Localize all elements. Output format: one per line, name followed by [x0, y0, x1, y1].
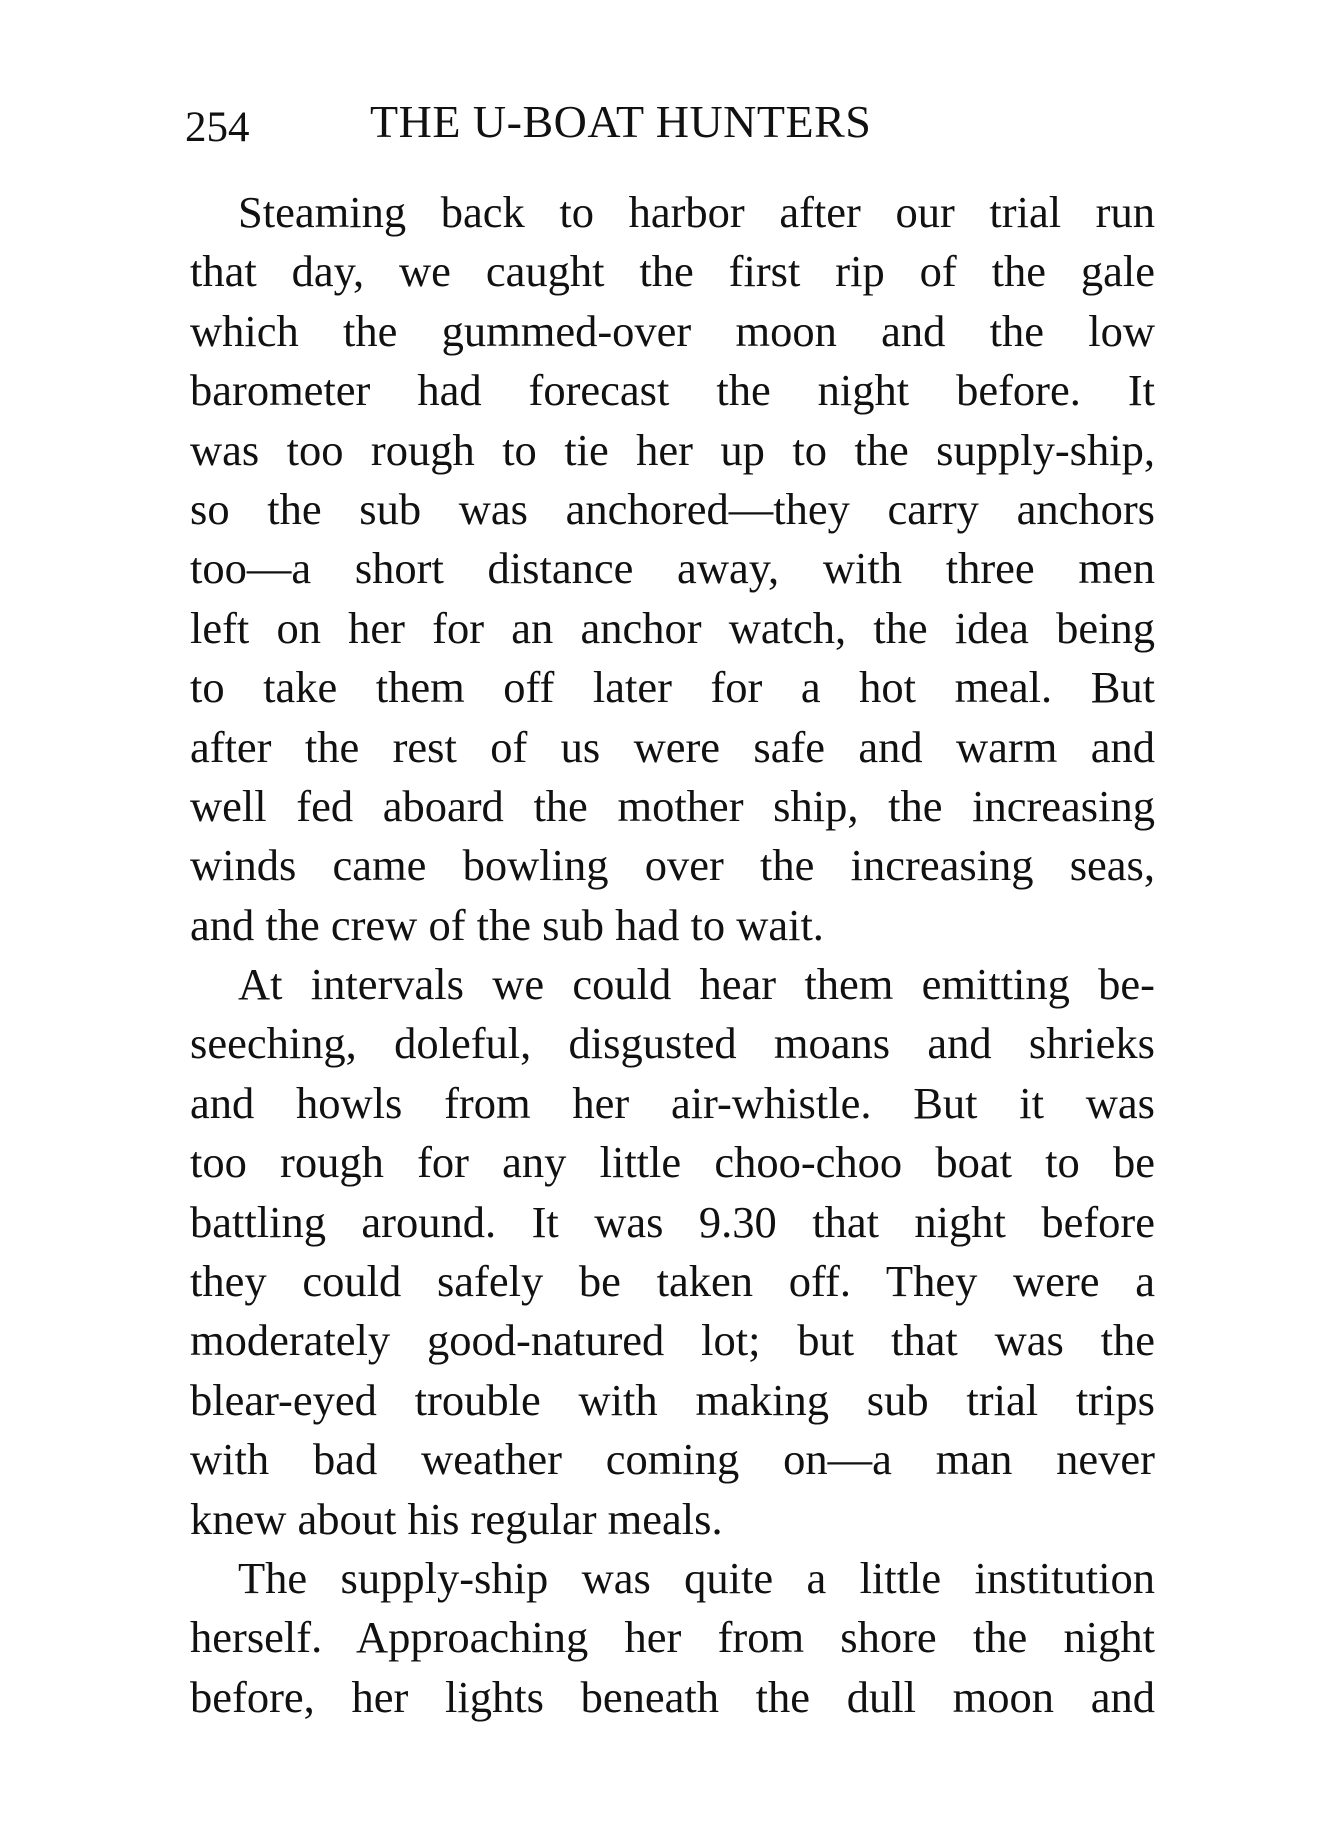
- text-line: so the sub was anchored—they carry anchors: [190, 483, 1155, 534]
- text-line: was too rough to tie her up to the supply-ship,: [190, 424, 1155, 475]
- text-line: too rough for any little choo-choo boat to be: [190, 1137, 1155, 1188]
- page-number: 254: [185, 104, 250, 151]
- text-line: Steaming back to harbor after our trial run: [238, 187, 1155, 237]
- text-line: left on her for an anchor watch, the idea being: [190, 602, 1155, 653]
- running-title: THE U-BOAT HUNTERS: [370, 96, 872, 147]
- text-line: moderately good-natured lot; but that was the: [190, 1315, 1155, 1366]
- text-line: too—a short distance away, with three men: [190, 543, 1155, 594]
- text-line: and the crew of the sub had to wait.: [190, 899, 824, 950]
- text-line: to take them off later for a hot meal. But: [190, 662, 1155, 713]
- text-line: they could safely be taken off. They were a: [190, 1256, 1155, 1307]
- text-line: before, her lights beneath the dull moon and: [190, 1671, 1155, 1722]
- text-line: after the rest of us were safe and warm and: [190, 721, 1155, 772]
- text-line: which the gummed-over moon and the low: [190, 305, 1155, 356]
- text-line: herself. Approaching her from shore the night: [190, 1612, 1155, 1663]
- text-line: barometer had forecast the night before. It: [190, 365, 1155, 416]
- text-line: well fed aboard the mother ship, the increasing: [190, 780, 1155, 831]
- text-line: and howls from her air-whistle. But it was: [190, 1077, 1155, 1128]
- text-line: seeching, doleful, disgusted moans and shrieks: [190, 1018, 1155, 1069]
- text-line: At intervals we could hear them emitting be-: [238, 959, 1155, 1010]
- text-line: with bad weather coming on—a man never: [190, 1434, 1155, 1485]
- text-line: blear-eyed trouble with making sub trial trips: [190, 1374, 1155, 1425]
- text-line: The supply-ship was quite a little institution: [238, 1552, 1155, 1603]
- text-line: that day, we caught the first rip of the gale: [190, 246, 1155, 297]
- page-header: [185, 92, 1175, 152]
- text-line: winds came bowling over the increasing seas,: [190, 840, 1155, 891]
- text-line: battling around. It was 9.30 that night before: [190, 1196, 1155, 1247]
- text-line: knew about his regular meals.: [190, 1493, 723, 1544]
- body-text: [190, 183, 1155, 1727]
